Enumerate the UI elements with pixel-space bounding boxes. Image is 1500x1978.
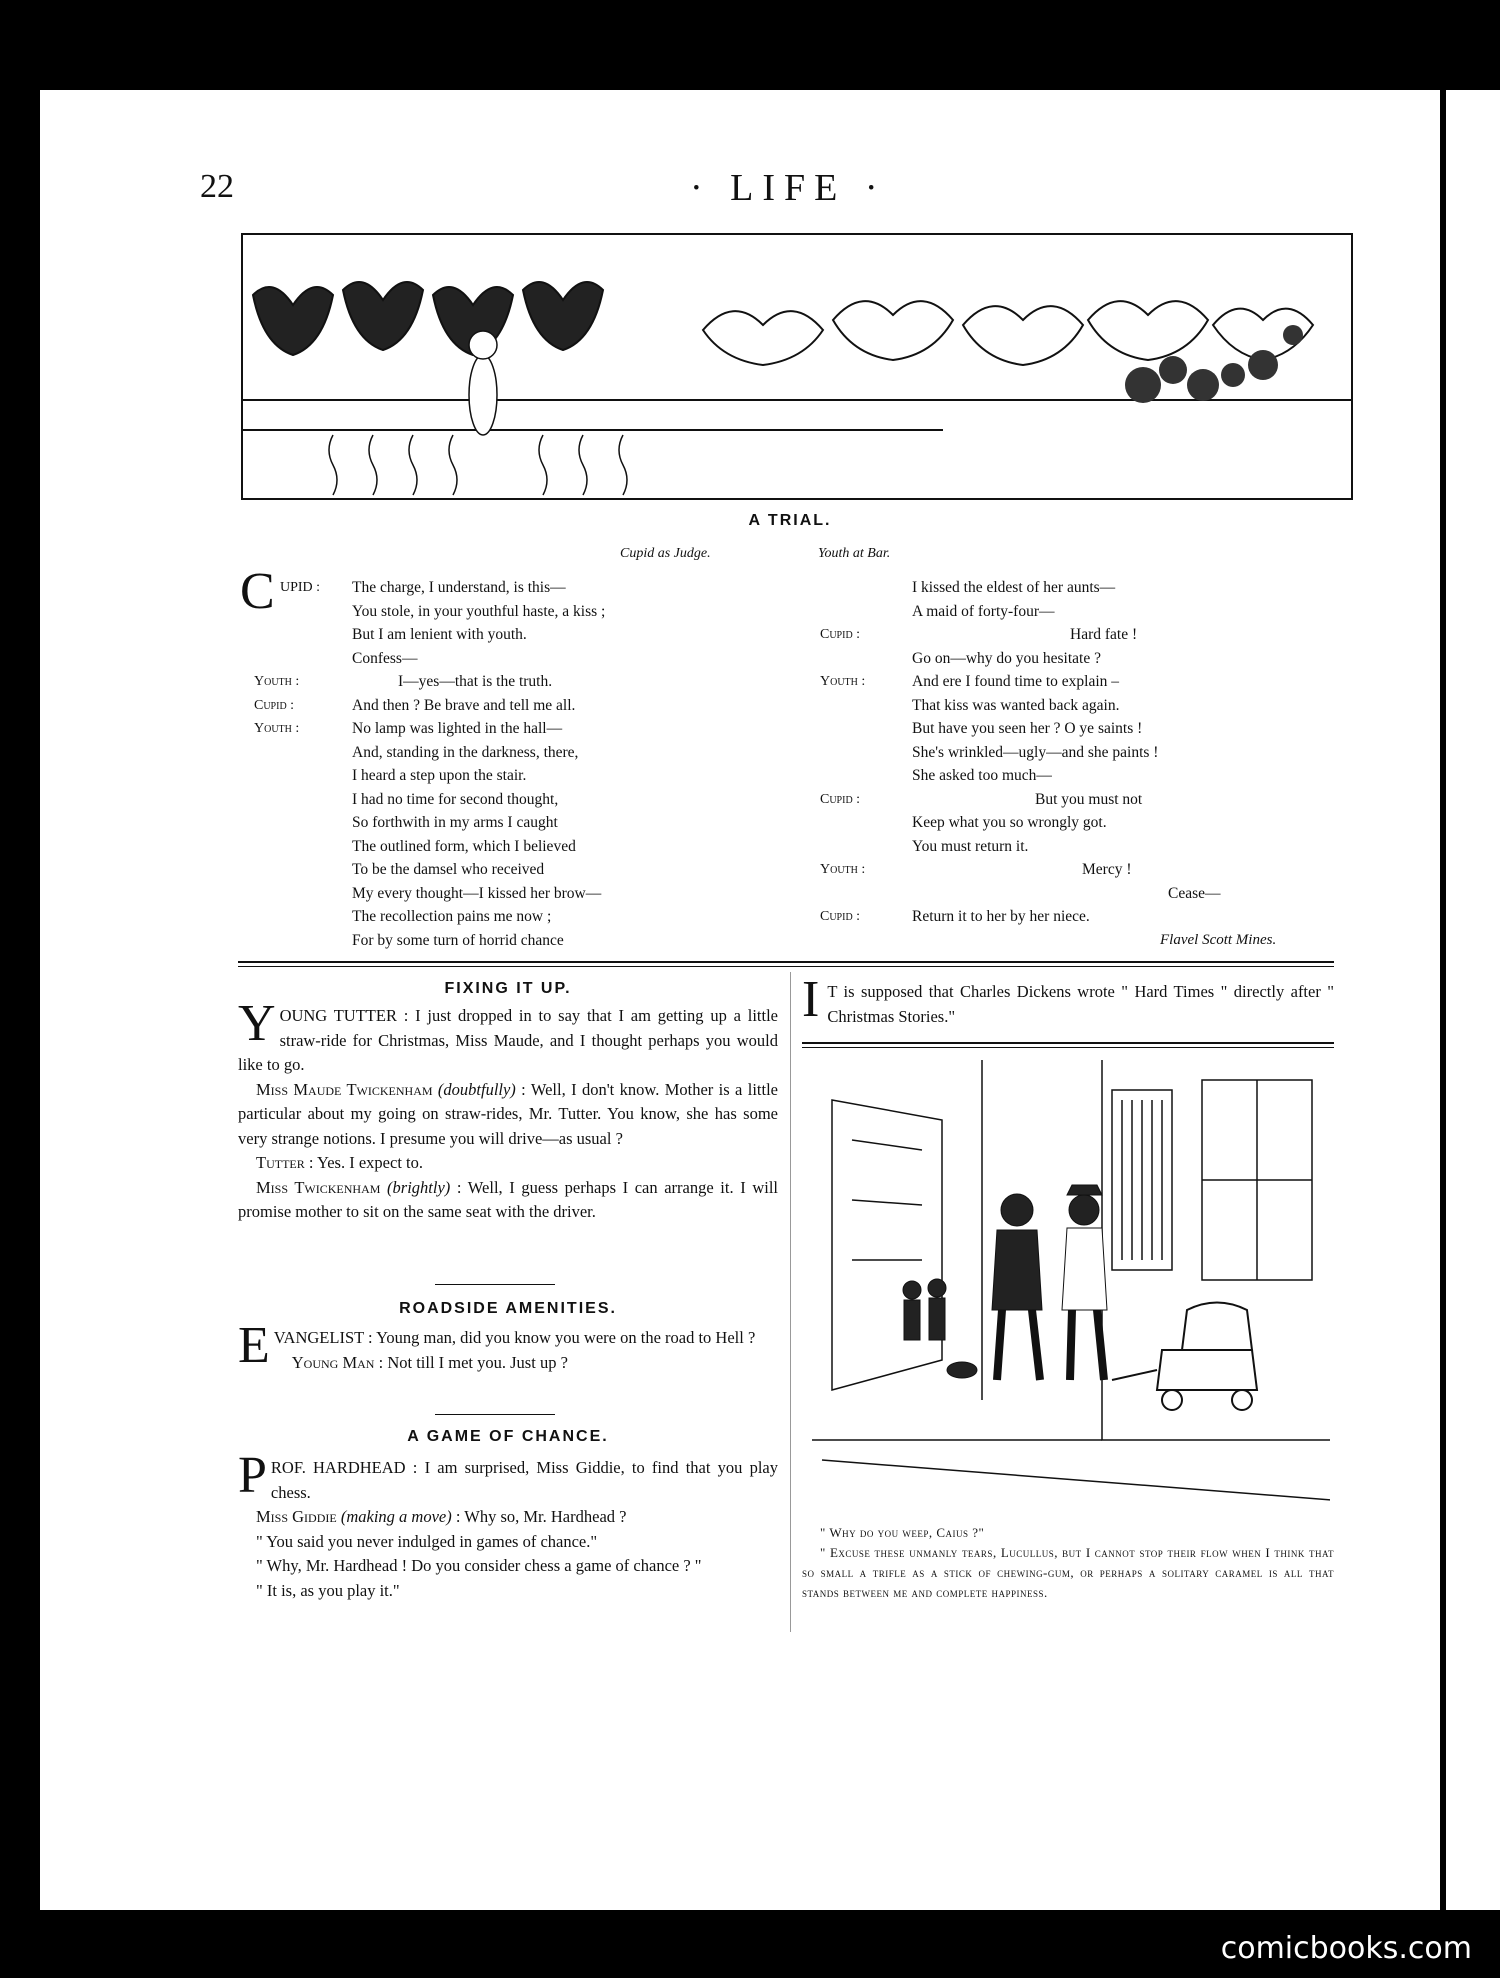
adjacent-page-edge [1446,90,1500,1910]
verse-text: Return it to her by her niece. [912,908,1090,925]
drop-cap: P [238,1447,267,1504]
verse-text: I heard a step upon the stair. [352,767,527,784]
speaker: VANGELIST : [273,1328,373,1347]
verse-text: I had no time for second thought, [352,790,559,808]
verse-text: But you must not [1035,790,1143,808]
speaker: Miss Giddie [256,1507,337,1526]
verse-text: Confess— [352,649,418,667]
stage-direction: (brightly) [387,1177,451,1197]
speaker: Youth : [254,674,300,689]
drop-cap: C [240,563,275,620]
trial-dialog-right [820,576,1340,952]
section-divider [238,961,1334,967]
drop-cap: Y [238,995,276,1052]
trial-cast-cupid: Cupid as Judge. [620,546,711,561]
page-number: 22 [200,168,234,205]
paragraph-text: I just dropped in to say that I am getting up a little straw-ride for Christmas, Miss Maude, and I thought perhaps you would like to go. [238,1006,779,1074]
paragraph-text: : Well, I guess perhaps I can arrange it. I will promise mother to sit on the same seat with the driver. [238,1177,778,1221]
verse-text: She's wrinkled—ugly—and she paints ! [912,743,1159,761]
speaker: Cupid : [820,909,861,924]
verse-text: Mercy ! [1082,861,1132,878]
speaker: Youth : [820,862,866,877]
paragraph [238,1447,778,1505]
speaker: OUNG TUTTER : [279,1006,409,1025]
verse-text: That kiss was wanted back again. [912,696,1120,714]
drop-cap: I [802,971,820,1028]
speaker: Young Man : [291,1352,384,1372]
trial-title: A TRIAL. [748,512,832,529]
banner-illustration [241,233,1353,500]
watermark: comicbooks.com [1220,1931,1472,1966]
verse-text: You stole, in your youthful haste, a kiss ; [352,602,606,620]
paragraph-text: I am surprised, Miss Giddie, to find that you play chess. [270,1458,778,1502]
speaker: ROF. HARDHEAD : [270,1458,418,1477]
dickens-item [802,971,1334,1029]
speaker: Miss Twickenham [256,1177,381,1197]
verse-text: Cease— [1168,884,1221,902]
paragraph [238,1505,778,1530]
verse-text: I—yes—that is the truth. [398,673,553,690]
speaker: Cupid : [820,627,861,642]
fixing-title: FIXING IT UP. [444,980,572,997]
verse-text: My every thought—I kissed her brow— [352,884,602,902]
paragraph-text: Yes. I expect to. [313,1153,423,1172]
verse-text: I kissed the eldest of her aunts— [912,579,1116,596]
roadside-title: ROADSIDE AMENITIES. [399,1300,617,1317]
speaker: UPID : [280,580,321,595]
chance-article [238,1447,778,1603]
paragraph-text: Not till I met you. Just up ? [383,1352,568,1372]
column-divider [790,972,791,1632]
trial-author: Flavel Scott Mines. [1160,931,1277,948]
masthead: · LIFE · [690,167,887,209]
paragraph [238,995,779,1078]
street-urchins-cartoon [812,1060,1330,1540]
short-rule [435,1284,555,1285]
paragraph-text: T is supposed that Charles Dickens wrote " Hard Times " directly after " Christmas Stories." [827,982,1334,1026]
trial-cast-youth: Youth at Bar. [818,546,891,561]
caption-line: " Excuse these unmanly tears, Lucullus, but I cannot stop their flow when I think that so small a trifle as a stick of chewing-gum, or perhaps a solitary caramel is all that stands between me and complete happiness. [802,1545,1334,1600]
speaker: Youth : [820,674,866,689]
trial-dialog-left [240,563,760,952]
speaker: Miss Maude Twickenham [256,1079,433,1099]
short-rule [435,1414,555,1415]
paragraph [238,1351,778,1376]
verse-text: Hard fate ! [1070,626,1138,643]
verse-text: The charge, I understand, is this— [352,579,566,596]
paragraph: " It is, as you play it." [256,1580,400,1600]
verse-text: For by some turn of horrid chance [352,931,564,949]
verse-text: And, standing in the darkness, there, [352,743,579,761]
winged-hearts-illustration [243,235,1351,498]
cartoon-caption [802,1523,1334,1603]
caption-line: " Why do you weep, Caius ?" [820,1525,985,1540]
section-divider [802,1042,1334,1048]
speaker: Cupid : [254,697,295,713]
stage-direction: (doubtfully) [437,1079,516,1099]
verse-text: And then ? Be brave and tell me all. [352,696,576,714]
verse-text: No lamp was lighted in the hall— [352,720,563,737]
paragraph [238,1151,778,1176]
paragraph [802,971,1334,1029]
verse-text: A maid of forty-four— [912,602,1055,620]
paragraph-text: : Well, I don't know. Mother is a little particular about my going on straw-rides, Mr. Tutter. You know, she has some very strange notions. I presume you will drive—as usual ? [238,1079,778,1148]
speaker: Cupid : [820,791,861,807]
verse-text: But I am lenient with youth. [352,626,527,643]
verse-text: But have you seen her ? O ye saints ! [912,720,1143,737]
cartoon-illustration [812,1060,1330,1540]
stage-direction: (making a move) [340,1507,452,1526]
drop-cap: E [238,1317,270,1374]
verse-text: Go on—why do you hesitate ? [912,649,1101,667]
paragraph-text: : Why so, Mr. Hardhead ? [451,1507,627,1526]
speaker: Tutter : [256,1153,314,1172]
chance-title: A GAME OF CHANCE. [407,1428,609,1445]
verse-text: The outlined form, which I believed [352,837,576,855]
paragraph [238,1078,778,1152]
paragraph [238,1176,778,1225]
verse-text: So forthwith in my arms I caught [352,814,558,831]
verse-text: To be the damsel who received [352,861,545,878]
verse-text: Keep what you so wrongly got. [912,814,1107,831]
verse-text: And ere I found time to explain – [912,673,1120,690]
paragraph: " Why, Mr. Hardhead ! Do you consider chess a game of chance ? " [256,1556,702,1575]
paragraph-text: Young man, did you know you were on the road to Hell ? [372,1328,756,1347]
verse-text: She asked too much— [912,767,1052,784]
roadside-article [238,1317,778,1375]
fixing-article [238,995,779,1225]
verse-text: The recollection pains me now ; [352,908,552,925]
speaker: Youth : [254,721,300,736]
paragraph: " You said you never indulged in games of chance." [256,1531,598,1551]
verse-text: You must return it. [912,837,1029,855]
